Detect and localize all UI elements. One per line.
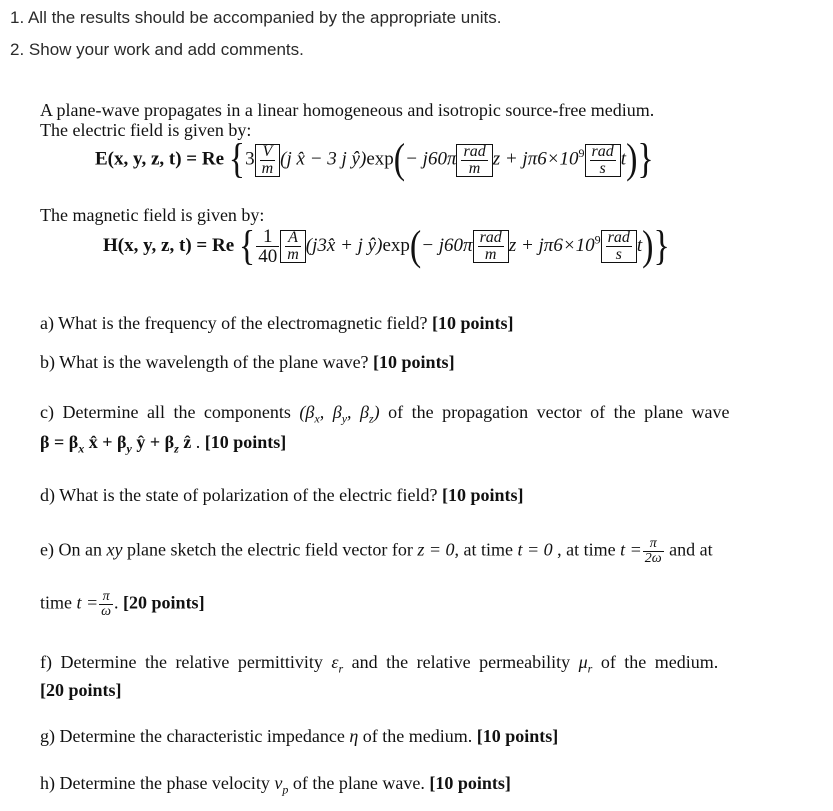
z-zero: z = 0 <box>417 539 455 560</box>
question-h-text: h) Determine the phase velocity <box>40 773 270 793</box>
question-g-text: g) Determine the characteristic impedance <box>40 726 345 746</box>
question-f-text-2: and the relative permeability <box>351 652 571 672</box>
question-d <box>40 485 524 506</box>
beta-components: ($\beta_x$, $\beta_y$, $\beta_z$) <box>299 402 380 426</box>
beta-open: (β <box>299 402 315 422</box>
question-a-points: [10 points] <box>431 313 514 333</box>
question-g-points: [10 points] <box>476 726 559 746</box>
question-e-and: and at <box>669 539 713 560</box>
v-symbol: v <box>274 773 283 793</box>
question-e-points: [20 points] <box>123 592 205 613</box>
t-zero: t = 0 <box>517 539 553 560</box>
h-exp: exp <box>382 234 410 256</box>
h-power: 9 <box>594 232 601 247</box>
h-rad-2: rad <box>607 229 630 246</box>
e-rad-2: rad <box>591 142 614 160</box>
question-c-points: [10 points] <box>204 432 287 452</box>
question-b-text: b) What is the wavelength of the plane wave? <box>40 352 369 372</box>
question-e-line1 <box>40 537 713 566</box>
question-c-text-2: of the propagation vector of the plane wave <box>388 402 730 422</box>
h-per-m: m <box>484 246 497 263</box>
epsilon-r: $\varepsilon_r$ <box>331 652 344 676</box>
xy-plane: xy <box>106 539 123 560</box>
mu-r: $\mu_r$ <box>578 652 593 676</box>
e-unit-num: V <box>260 144 276 161</box>
question-f-line1 <box>40 652 718 677</box>
t-pi-2w-den: 2ω <box>644 551 662 566</box>
h-z-term: z + jπ6×10 <box>508 234 595 256</box>
beta-eq: β = β <box>40 432 79 452</box>
question-f-points: [20 points] <box>40 680 122 700</box>
phase-velocity-symbol <box>274 773 289 797</box>
question-h-points: [10 points] <box>429 773 511 793</box>
question-e-text: e) On an <box>40 539 102 560</box>
question-g-text-2: of the medium. <box>362 726 473 746</box>
question-e-text-3: , at time <box>454 539 513 560</box>
intro-line2: The electric field is given by: <box>40 120 252 140</box>
eta-symbol: η <box>349 726 359 746</box>
h-t: t <box>636 234 643 256</box>
t-pi-w-num: π <box>99 590 113 605</box>
e-per-m: m <box>468 159 481 177</box>
question-a-text: a) What is the frequency of the electromagnetic field? <box>40 313 428 333</box>
h-vector: (j3x̂ + j ŷ) <box>305 234 383 256</box>
question-g <box>40 726 558 747</box>
question-b <box>40 352 455 373</box>
beta-vector: $\beta = \beta_x$ x̂ + $\beta_y$ ŷ + $\beta_z$ ẑ <box>40 432 192 456</box>
instruction-units: 1. All the results should be accompanied by the appropriate units. <box>10 8 502 27</box>
e-field-lhs: E(x, y, z, t) = Re <box>95 148 225 170</box>
h-amp-den: 40 <box>258 246 278 267</box>
h-unit-den: m <box>287 246 299 263</box>
e-z-term: z + jπ6×10 <box>492 148 579 170</box>
e-rad: rad <box>463 142 486 160</box>
question-f-text: f) Determine the relative permittivity <box>40 652 323 672</box>
question-f-text-3: of the medium. <box>600 652 719 672</box>
h-amp-num: 1 <box>256 227 279 247</box>
h-unit-num: A <box>285 230 301 247</box>
question-e-text-4: , at time <box>557 539 616 560</box>
e-unit-den: m <box>261 159 274 177</box>
question-c-text: c) Determine all the components <box>40 402 291 422</box>
p-subscript: p <box>282 782 289 797</box>
h-field-lhs: H(x, y, z, t) = Re <box>103 234 235 256</box>
e-per-s: s <box>599 159 606 177</box>
electric-field-equation: E(x, y, z, t) = Re {3 $\frac{V}{m}$ (j x̂ − 3 j ŷ)exp(− j60π $\frac{\text{rad}}{m}$ $z + j\pi 6\times 10^9$ $\frac{\text{rad}}{s}$ t)} <box>95 136 654 183</box>
h-per-s: s <box>615 246 622 263</box>
e-amplitude: 3 <box>245 148 255 170</box>
e-vector: (j x̂ − 3 j ŷ) <box>280 148 367 170</box>
question-c-line2: $\beta = \beta_x$ x̂ + $\beta_y$ ŷ + $\beta_z$ ẑ . [10 points] <box>40 432 287 456</box>
h-beta: − j60π <box>421 234 473 256</box>
t-equals: t = <box>620 539 642 560</box>
question-d-text: d) What is the state of polarization of the electric field? <box>40 485 438 505</box>
question-c-line1 <box>40 402 730 427</box>
question-h <box>40 773 511 798</box>
magnetic-field-equation: H(x, y, z, t) = Re { $\frac{1}{40}$ $\frac{A}{m}$ (j3x̂ + j ŷ)exp(− j60π $\frac{\text{rad}}{m}$ $z + j\pi 6\times 10^9$ $\frac{\text{rad}}{s}$ t)} <box>103 222 670 269</box>
e-exp: exp <box>366 148 394 170</box>
question-e-time: time <box>40 592 72 613</box>
question-a <box>40 313 514 334</box>
e-power: 9 <box>578 146 585 161</box>
question-d-points: [10 points] <box>442 485 524 505</box>
intro-line1: A plane-wave propagates in a linear homogeneous and isotropic source-free medium. <box>40 100 655 120</box>
t-pi-w-den: ω <box>101 604 112 619</box>
question-e-line2: time t = $\frac{\pi}{\omega}$ . [20 points] <box>40 589 205 619</box>
question-h-text-2: of the plane wave. <box>292 773 425 793</box>
t-pi-2w-num: π <box>643 537 664 552</box>
question-b-points: [10 points] <box>373 352 455 372</box>
h-rad: rad <box>479 229 502 246</box>
mu-symbol: μ <box>578 652 588 672</box>
t-equals-2: t = <box>76 592 99 613</box>
e-t: t <box>620 148 627 170</box>
epsilon-symbol: ε <box>331 652 339 672</box>
question-e-text-2: plane sketch the electric field vector for <box>126 539 413 560</box>
instruction-work: 2. Show your work and add comments. <box>10 40 304 59</box>
magnetic-intro: The magnetic field is given by: <box>40 205 265 225</box>
e-beta: − j60π <box>405 148 457 170</box>
